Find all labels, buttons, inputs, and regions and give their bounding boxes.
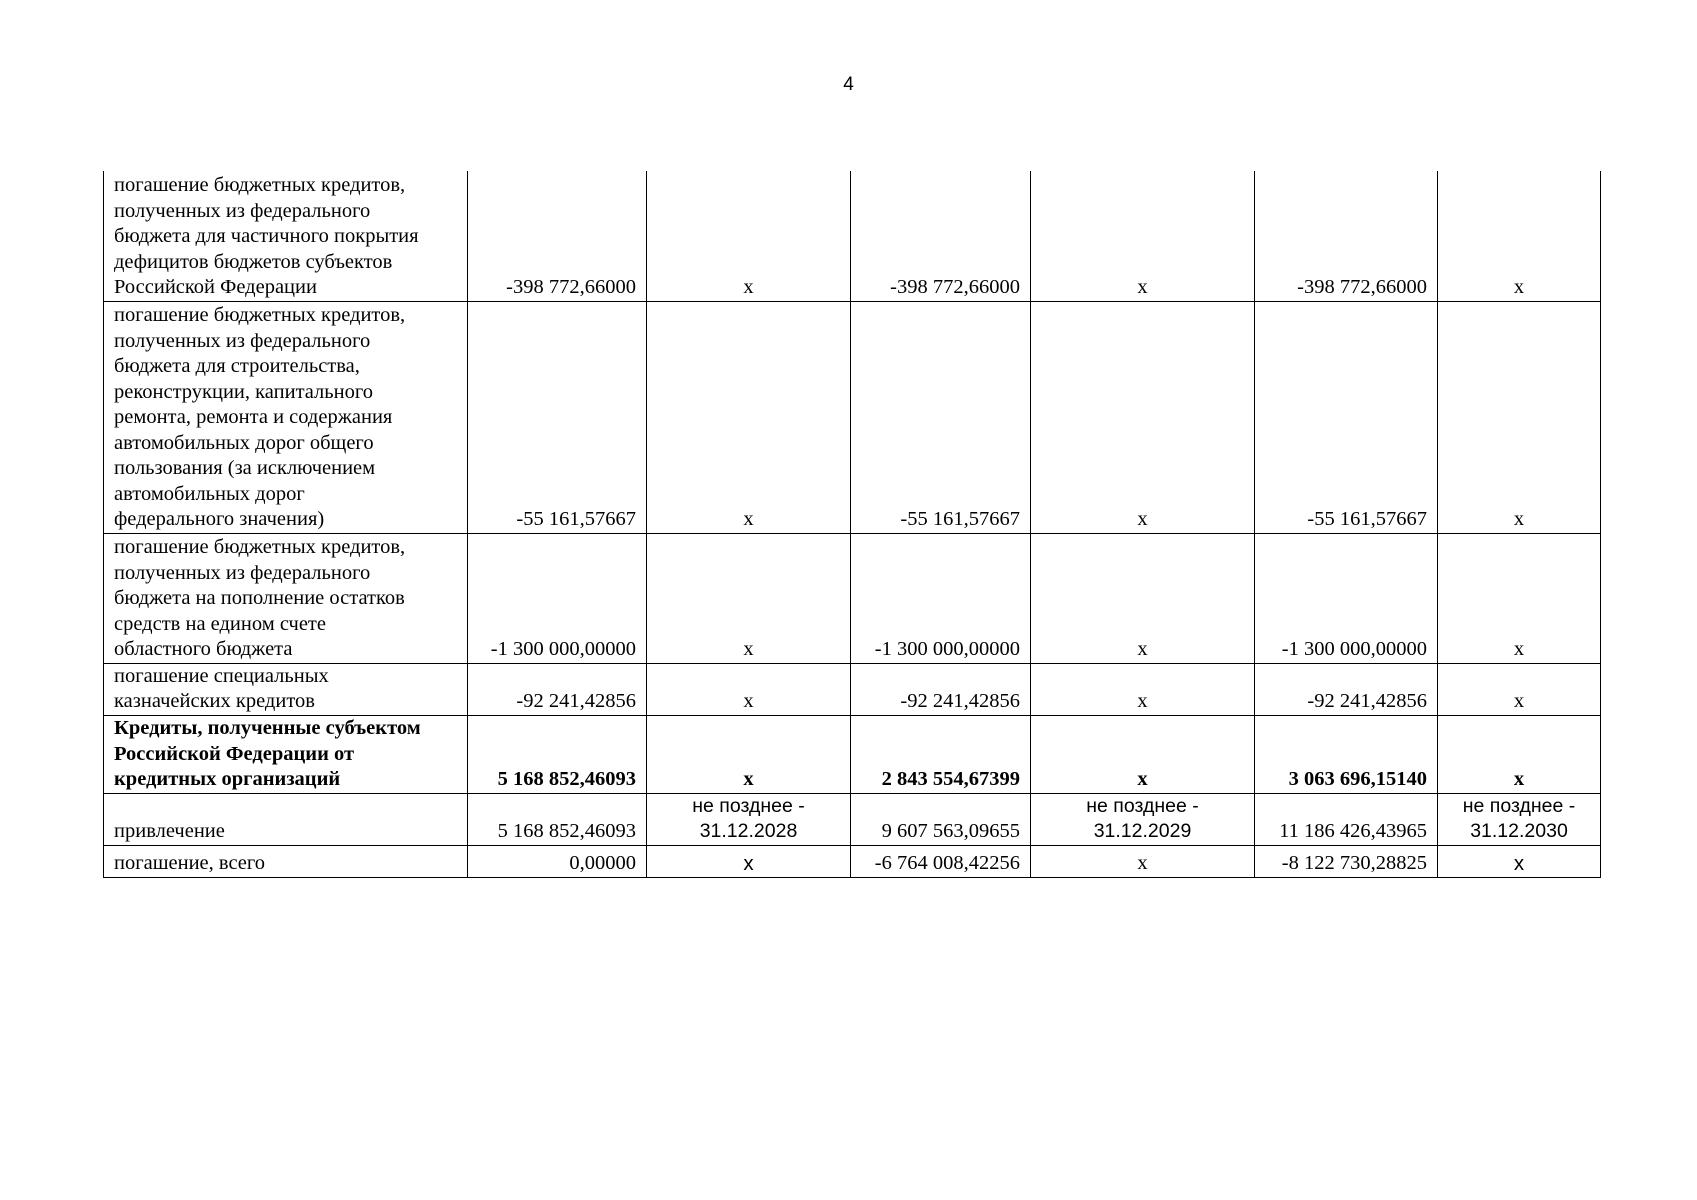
- term-cell: x: [1031, 533, 1255, 663]
- term-cell: x: [1031, 715, 1255, 793]
- amount-cell: -6 764 008,42256: [851, 845, 1031, 877]
- page-number: 4: [843, 74, 854, 95]
- amount-cell: 0,00000: [468, 845, 647, 877]
- row-label: погашение бюджетных кредитов, полученных из федерального бюджета на пополнение остатков средств на едином счете областного бюджета: [104, 533, 468, 663]
- term-cell: x: [1031, 171, 1255, 301]
- table-row: [104, 793, 1601, 845]
- amount-cell: -55 161,57667: [468, 301, 647, 533]
- term-cell: не позднее - 31.12.2029: [1031, 793, 1255, 845]
- term-cell: x: [1438, 171, 1601, 301]
- table-row: [104, 663, 1601, 715]
- amount-cell: 11 186 426,43965: [1255, 793, 1438, 845]
- term-cell: x: [647, 171, 851, 301]
- row-label: погашение, всего: [104, 845, 468, 877]
- amount-cell: 5 168 852,46093: [468, 793, 647, 845]
- term-cell: x: [647, 533, 851, 663]
- term-cell: не позднее - 31.12.2028: [647, 793, 851, 845]
- amount-cell: 3 063 696,15140: [1255, 715, 1438, 793]
- row-label: погашение специальных казначейских кредитов: [104, 663, 468, 715]
- row-label: погашение бюджетных кредитов, полученных из федерального бюджета для строительства, реконструкции, капитального ремонта, ремонта и содержания автомобильных дорог общего пользования (за исключением автомобильных дорог федерального значения): [104, 301, 468, 533]
- table-row: [104, 845, 1601, 877]
- term-cell: x: [1031, 845, 1255, 877]
- term-cell: x: [1438, 715, 1601, 793]
- term-cell: x: [1438, 533, 1601, 663]
- amount-cell: -398 772,66000: [1255, 171, 1438, 301]
- term-cell: x: [1031, 301, 1255, 533]
- amount-cell: 5 168 852,46093: [468, 715, 647, 793]
- term-cell: x: [1438, 301, 1601, 533]
- amount-cell: -55 161,57667: [1255, 301, 1438, 533]
- amount-cell: -398 772,66000: [468, 171, 647, 301]
- term-cell: x: [1438, 663, 1601, 715]
- amount-cell: -1 300 000,00000: [468, 533, 647, 663]
- row-label: Кредиты, полученные субъектом Российской Федерации от кредитных организаций: [104, 715, 468, 793]
- table-row: [104, 171, 1601, 301]
- term-cell: x: [647, 301, 851, 533]
- term-cell: x: [1031, 663, 1255, 715]
- amount-cell: 2 843 554,67399: [851, 715, 1031, 793]
- amount-cell: -8 122 730,28825: [1255, 845, 1438, 877]
- table-row: [104, 715, 1601, 793]
- amount-cell: -55 161,57667: [851, 301, 1031, 533]
- row-label: привлечение: [104, 793, 468, 845]
- amount-cell: -92 241,42856: [851, 663, 1031, 715]
- amount-cell: -1 300 000,00000: [851, 533, 1031, 663]
- term-cell: x: [1438, 845, 1601, 877]
- term-cell: не позднее - 31.12.2030: [1438, 793, 1601, 845]
- term-cell: x: [647, 715, 851, 793]
- row-label: погашение бюджетных кредитов, полученных из федерального бюджета для частичного покрытия дефицитов бюджетов субъектов Российской Федерации: [104, 171, 468, 301]
- budget-credits-table: [103, 171, 1601, 878]
- amount-cell: -92 241,42856: [468, 663, 647, 715]
- term-cell: x: [647, 845, 851, 877]
- amount-cell: 9 607 563,09655: [851, 793, 1031, 845]
- term-cell: x: [647, 663, 851, 715]
- table-row: [104, 301, 1601, 533]
- amount-cell: -92 241,42856: [1255, 663, 1438, 715]
- amount-cell: -398 772,66000: [851, 171, 1031, 301]
- amount-cell: -1 300 000,00000: [1255, 533, 1438, 663]
- table-row: [104, 533, 1601, 663]
